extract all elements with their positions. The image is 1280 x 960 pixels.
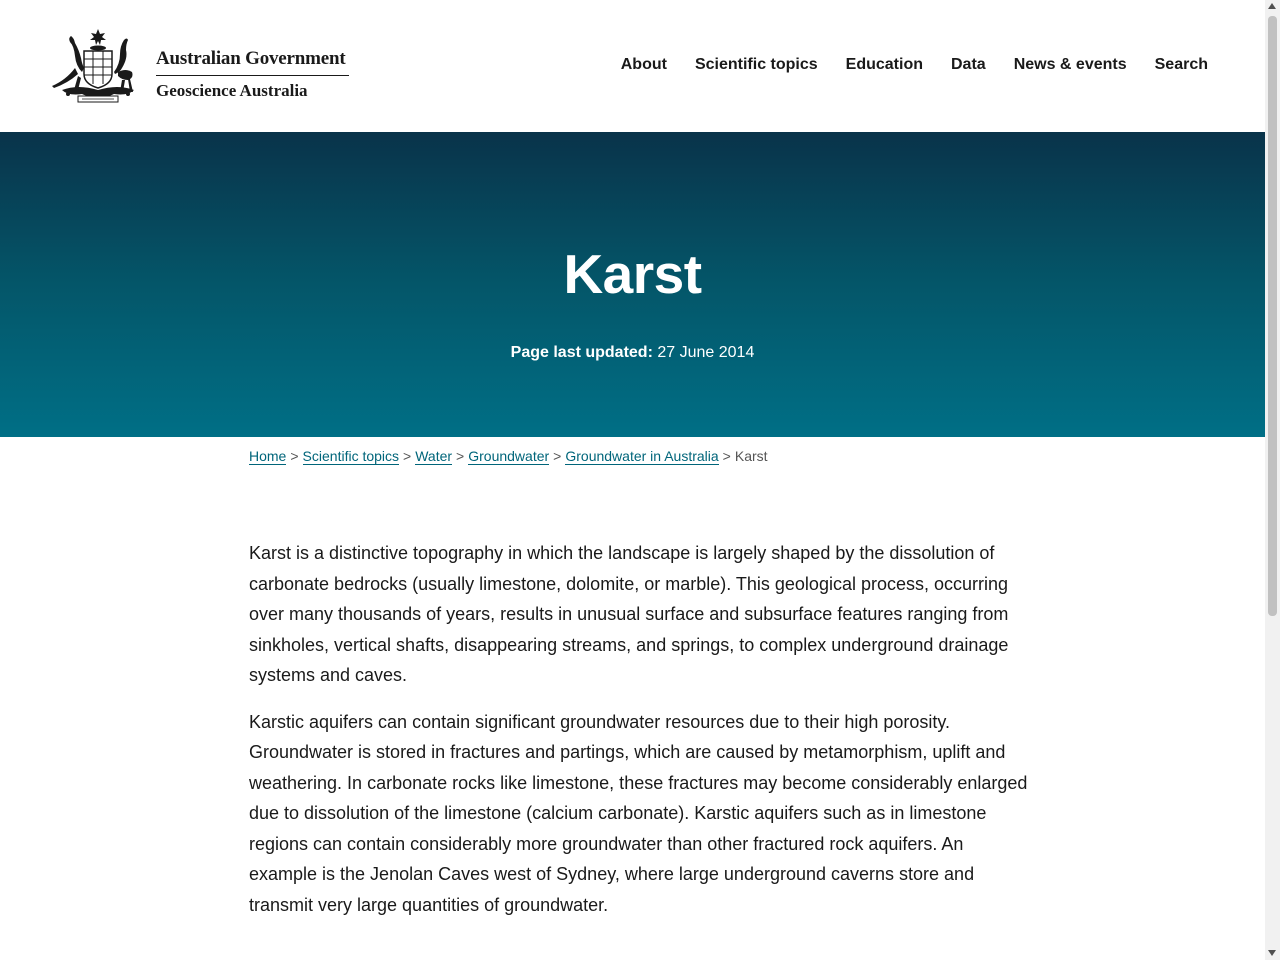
breadcrumb-water[interactable]: Water (415, 448, 453, 464)
logo-geoscience-australia: Geoscience Australia (156, 81, 308, 100)
home-logo-link[interactable] (48, 28, 352, 106)
nav-scientific-topics[interactable]: Scientific topics (694, 56, 818, 73)
breadcrumb-separator: > (553, 448, 562, 464)
breadcrumb-separator: > (290, 448, 299, 464)
logo-australian-government: Australian Government (156, 48, 349, 76)
breadcrumb-current: Karst (734, 448, 768, 464)
scroll-down-arrow-icon[interactable] (1268, 950, 1276, 956)
breadcrumb-separator: > (722, 448, 731, 464)
breadcrumb-home[interactable]: Home (249, 448, 287, 464)
breadcrumb-scientific-topics[interactable]: Scientific topics (302, 448, 400, 464)
page-banner (0, 132, 1265, 437)
site-header (0, 0, 1265, 132)
coat-of-arms-icon (48, 28, 148, 104)
nav-about[interactable]: About (620, 56, 667, 73)
content-paragraph-intro: Karst is a distinctive topography in which the landscape is largely shaped by the dissolution of carbonate bedrocks (usually limestone, dolomite, or marble). This geological process, occurring over many thousands of years, results in unusual surface and subsurface features ranging from sinkholes, vertical shafts, disappearing streams, and springs, to complex underground drainage systems and caves. (249, 543, 1009, 685)
breadcrumb-separator: > (456, 448, 465, 464)
nav-data[interactable]: Data (951, 56, 986, 73)
last-updated-date: 27 June 2014 (657, 344, 755, 361)
breadcrumb-groundwater[interactable]: Groundwater (468, 448, 550, 464)
breadcrumb-groundwater-in-australia[interactable]: Groundwater in Australia (565, 448, 719, 464)
main-content (249, 538, 1029, 936)
page-scrollbar[interactable] (1265, 0, 1280, 960)
nav-education[interactable]: Education (845, 56, 923, 73)
page-title: Karst (563, 243, 702, 305)
nav-search[interactable]: Search (1154, 56, 1208, 73)
breadcrumb-separator: > (403, 448, 412, 464)
page-last-updated (0, 342, 1265, 364)
content-paragraph-aquifers: Karstic aquifers can contain significant groundwater resources due to their high porosity. Groundwater is stored in fractures and partings, which are caused by metamorphism, uplift and weathering. In carbonate rocks like limestone, these fractures may become considerably enlarged due to dissolution of the limestone (calcium carbonate). Karstic aquifers such as in limestone regions can contain considerably more groundwater than other fractured rock aquifers. An example is the Jenolan Caves west of Sydney, where large underground caverns store and transmit very large quantities of groundwater. (249, 711, 1028, 915)
scroll-up-arrow-icon[interactable] (1268, 3, 1276, 9)
scrollbar-thumb[interactable] (1268, 16, 1277, 616)
breadcrumb (249, 446, 768, 466)
logo-text (156, 48, 349, 101)
main-nav (621, 52, 1208, 78)
last-updated-label: Page last updated: (510, 344, 653, 361)
nav-news-events[interactable]: News & events (1013, 56, 1127, 73)
